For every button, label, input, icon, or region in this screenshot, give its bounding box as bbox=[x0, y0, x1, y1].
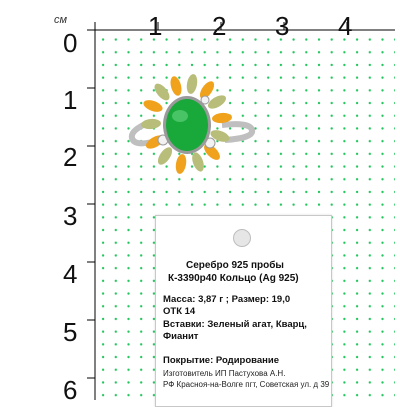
ruler-left-number-4: 4 bbox=[63, 259, 78, 289]
tag-inserts-line-2: Фианит bbox=[163, 331, 199, 342]
product-tag-hole bbox=[233, 229, 251, 247]
center-stone-green-agate bbox=[166, 99, 208, 151]
tag-inserts-line: Вставки: Зеленый агат, Кварц, bbox=[163, 319, 307, 330]
ruler-top-number-3: 3 bbox=[275, 11, 290, 41]
center-stone-highlight bbox=[172, 110, 188, 122]
ruler-left-number-0: 0 bbox=[63, 28, 78, 58]
ruler-top-number-2: 2 bbox=[212, 11, 227, 41]
ruler-unit-label: см bbox=[54, 14, 68, 26]
tag-otk-line: ОТК 14 bbox=[163, 306, 196, 317]
tag-manufacturer-line: Изготовитель ИП Пастухова А.Н. bbox=[163, 369, 286, 378]
ruler-left-number-2: 2 bbox=[63, 142, 78, 172]
ruler-left-number-3: 3 bbox=[63, 201, 78, 231]
ruler-left-number-6: 6 bbox=[63, 375, 78, 405]
tag-weight-size-line: Масса: 3,87 г ; Размер: 19,0 bbox=[163, 294, 291, 305]
tag-coating-line: Покрытие: Родирование bbox=[163, 355, 279, 366]
ruler-top-number-4: 4 bbox=[338, 11, 353, 41]
tag-address-line: РФ Красноя-на-Волге пгт, Советская ул. д 39 bbox=[163, 380, 330, 389]
tag-metal-line: Серебро 925 пробы bbox=[186, 260, 284, 271]
tag-article-line: К-3390р40 Кольцо (Ag 925) bbox=[168, 273, 299, 284]
ruler-left-number-5: 5 bbox=[63, 317, 78, 347]
ruler-top-number-1: 1 bbox=[148, 11, 163, 41]
ruler-left-number-1: 1 bbox=[63, 85, 78, 115]
